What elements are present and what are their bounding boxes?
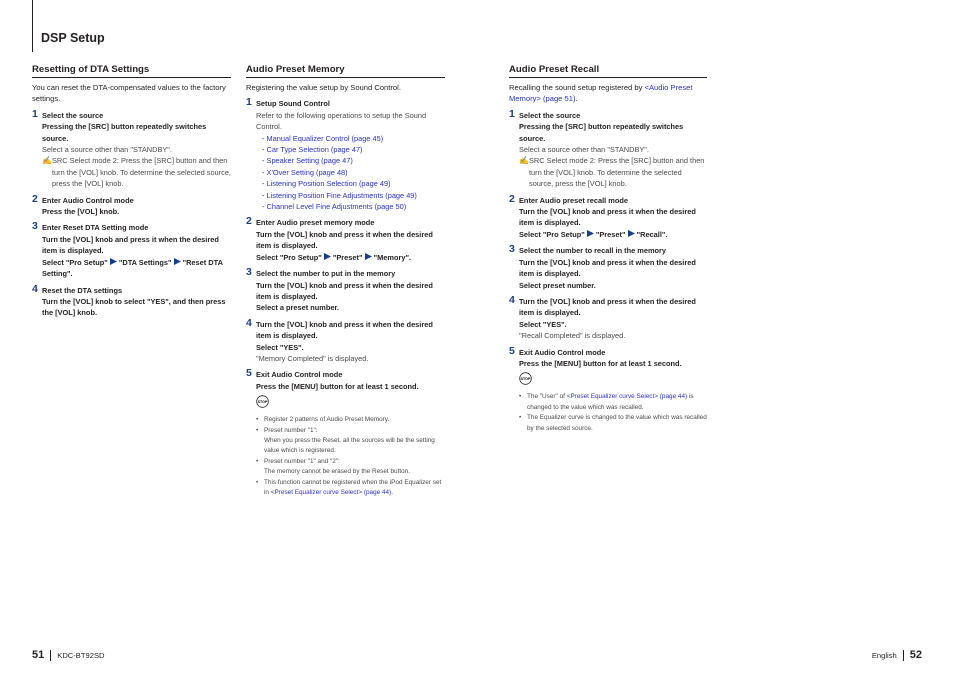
reference-link[interactable]: - Listening Position Fine Adjustments (page 49) (262, 190, 417, 200)
step-number: 3 (32, 220, 38, 233)
step-3 (32, 222, 231, 279)
step-title: Exit Audio Control mode (519, 347, 606, 357)
arrow-right-icon (174, 258, 181, 265)
page-number-left: 51 (32, 649, 45, 661)
step-detail: Select a source other than "STANDBY". (42, 145, 172, 155)
step-number: 4 (509, 293, 515, 306)
intro-text: You can reset the DTA-compensated values to the factory settings. (32, 83, 226, 104)
stop-icon (256, 395, 269, 408)
step-instruction: Select preset number. (519, 280, 596, 290)
step-detail: "Recall Completed" is displayed. (519, 331, 626, 341)
step-title: Exit Audio Control mode (256, 370, 343, 380)
intro-text: Recalling the sound setup registered by <Audio Preset Memory> (page 51). (509, 83, 693, 104)
step-title: Turn the [VOL] knob and press it when the desired item is displayed. (519, 296, 696, 318)
step-instruction: Pressing the [SRC] button repeatedly switches source. (519, 122, 684, 143)
step-4 (32, 282, 231, 319)
step-title: Setup Sound Control (256, 99, 330, 109)
step-instruction: Press the [MENU] button for at least 1 second. (519, 358, 682, 368)
step-instruction: Turn the [VOL] knob and press it when the desired item is displayed. (519, 257, 696, 279)
step-title: Select the number to recall in the memory (519, 246, 667, 256)
intro-text: Registering the value setup by Sound Control. (246, 83, 401, 92)
step-number: 1 (509, 107, 515, 120)
step-instruction: Select "YES". (256, 342, 304, 352)
reference-link[interactable]: <Preset Equalizer curve Select> (page 44) (270, 489, 392, 496)
step-5 (509, 344, 707, 434)
reference-link[interactable]: <Preset Equalizer curve Select> (page 44) (566, 393, 688, 401)
reference-link[interactable]: - Speaker Setting (page 47) (262, 156, 353, 166)
step-instruction: Select "YES". (519, 319, 567, 329)
step-3 (509, 245, 707, 291)
step-title: Select the source (519, 110, 581, 120)
column-preset-memory (246, 64, 445, 498)
step-number: 5 (509, 344, 515, 357)
step-instruction: Press the [VOL] knob. (42, 207, 120, 217)
model-name: KDC-BT92SD (57, 651, 105, 660)
note-item: • Preset number "1": (256, 426, 445, 436)
step-title: Select the number to put in the memory (256, 269, 396, 279)
step-4 (509, 293, 707, 342)
step-number: 2 (32, 192, 38, 205)
step-instruction: Press the [MENU] button for at least 1 second. (256, 381, 419, 391)
step-2 (32, 192, 231, 218)
footer-divider (50, 650, 51, 661)
step-instruction: Turn the [VOL] knob to select "YES", and then press the [VOL] knob. (42, 296, 226, 318)
section-heading: Audio Preset Recall (509, 64, 707, 78)
reference-link[interactable]: - X'Over Setting (page 48) (262, 167, 348, 177)
section-heading: Resetting of DTA Settings (32, 64, 231, 78)
note-subitem: When you press the Reset, all the sources will be the setting value which is registered. (264, 436, 435, 455)
step-number: 1 (246, 96, 252, 109)
pencil-note-icon: ✍ (42, 156, 52, 166)
step-title: Enter Audio preset memory mode (256, 218, 375, 228)
note-subitem: The memory cannot be erased by the Reset button. (264, 468, 411, 476)
step-number: 5 (246, 367, 252, 380)
step-number: 2 (246, 215, 252, 228)
reference-link[interactable]: - Car Type Selection (page 47) (262, 145, 363, 155)
reference-link[interactable]: <Audio Preset Memory> (page 51) (509, 83, 693, 104)
step-2 (246, 217, 445, 263)
footer-left (32, 649, 105, 661)
svg-text:STOP: STOP (257, 400, 268, 405)
page-number-right: 52 (909, 649, 922, 661)
step-title: Turn the [VOL] knob and press it when the desired item is displayed. (256, 319, 433, 341)
step-number: 1 (32, 107, 38, 120)
stop-icon (519, 372, 532, 385)
column-preset-recall (509, 64, 707, 434)
step-number: 3 (509, 243, 515, 256)
step-1 (509, 107, 707, 190)
pencil-note-icon: ✍ (519, 156, 529, 166)
section-heading: Audio Preset Memory (246, 64, 445, 78)
menu-path: Select "Pro Setup" "Preset" "Recall". (519, 229, 668, 239)
step-title: Enter Reset DTA Setting mode (42, 223, 149, 233)
footer-right (872, 649, 922, 661)
notes-list (519, 392, 707, 434)
menu-path: Select "Pro Setup" "DTA Settings" "Reset DTA Setting". (42, 257, 223, 279)
menu-path: Select "Pro Setup" "Preset" "Memory". (256, 252, 412, 262)
step-title: Select the source (42, 110, 104, 120)
step-note: ✍ SRC Select mode 2: Press the [SRC] button and then turn the [VOL] knob. To determine the selected source, press the [VOL] knob. (42, 156, 231, 189)
step-number: 2 (509, 192, 515, 205)
reference-link[interactable]: - Listening Position Selection (page 49) (262, 179, 391, 189)
step-title: Enter Audio preset recall mode (519, 195, 628, 205)
step-title: Enter Audio Control mode (42, 195, 134, 205)
step-instruction: Turn the [VOL] knob and press it when the desired item is displayed. (256, 280, 433, 301)
step-instruction: Pressing the [SRC] button repeatedly switches source. (42, 122, 207, 143)
header-rule (32, 0, 33, 52)
step-number: 3 (246, 266, 252, 279)
note-item: • This function cannot be registered when the iPod Equalizer set in <Preset Equalizer curve Select> (page 44). (256, 478, 445, 499)
reference-link[interactable]: - Channel Level Fine Adjustments (page 50) (262, 202, 407, 212)
arrow-right-icon (324, 253, 331, 260)
step-title: Reset the DTA settings (42, 285, 123, 295)
reference-links (256, 133, 445, 213)
step-instruction: Select a preset number. (256, 303, 339, 313)
step-3 (246, 268, 445, 314)
step-instruction: Turn the [VOL] knob and press it when the desired item is displayed. (256, 229, 433, 251)
page-title: DSP Setup (41, 31, 105, 45)
step-detail: Refer to the following operations to setup the Sound Control. (256, 110, 427, 132)
column-reset-dta (32, 64, 231, 319)
step-note: ✍ SRC Select mode 2: Press the [SRC] button and then turn the [VOL] knob. To determine the selected source, press the [VOL] knob. (519, 156, 705, 189)
arrow-right-icon (365, 253, 372, 260)
step-1 (246, 98, 445, 212)
arrow-right-icon (587, 230, 594, 237)
step-instruction: Turn the [VOL] knob and press it when the desired item is displayed. (519, 207, 696, 228)
step-2 (509, 192, 707, 241)
svg-text:STOP: STOP (520, 377, 531, 382)
arrow-right-icon (110, 258, 117, 265)
language-label: English (871, 651, 897, 660)
notes-list (256, 415, 445, 498)
step-detail: "Memory Completed" is displayed. (256, 353, 369, 363)
note-item: • Preset number "1" and "2": (256, 457, 445, 467)
step-detail: Select a source other than "STANDBY". (519, 145, 649, 155)
reference-link[interactable]: - Manual Equalizer Control (page 45) (262, 133, 384, 143)
step-instruction: Turn the [VOL] knob and press it when the desired item is displayed. (42, 234, 219, 256)
arrow-right-icon (628, 230, 635, 237)
note-item: • The Equalizer curve is changed to the value which was recalled by the selected source. (519, 413, 707, 434)
step-5 (246, 369, 445, 498)
note-item: • The "User" of <Preset Equalizer curve Select> (page 44) is changed to the value which was recalled. (519, 392, 707, 413)
footer-divider (903, 650, 904, 661)
note-item: • Register 2 patterns of Audio Preset Memory. (256, 415, 445, 425)
step-4 (246, 316, 445, 365)
step-number: 4 (246, 316, 252, 329)
step-number: 4 (32, 282, 38, 295)
step-1 (32, 107, 231, 190)
